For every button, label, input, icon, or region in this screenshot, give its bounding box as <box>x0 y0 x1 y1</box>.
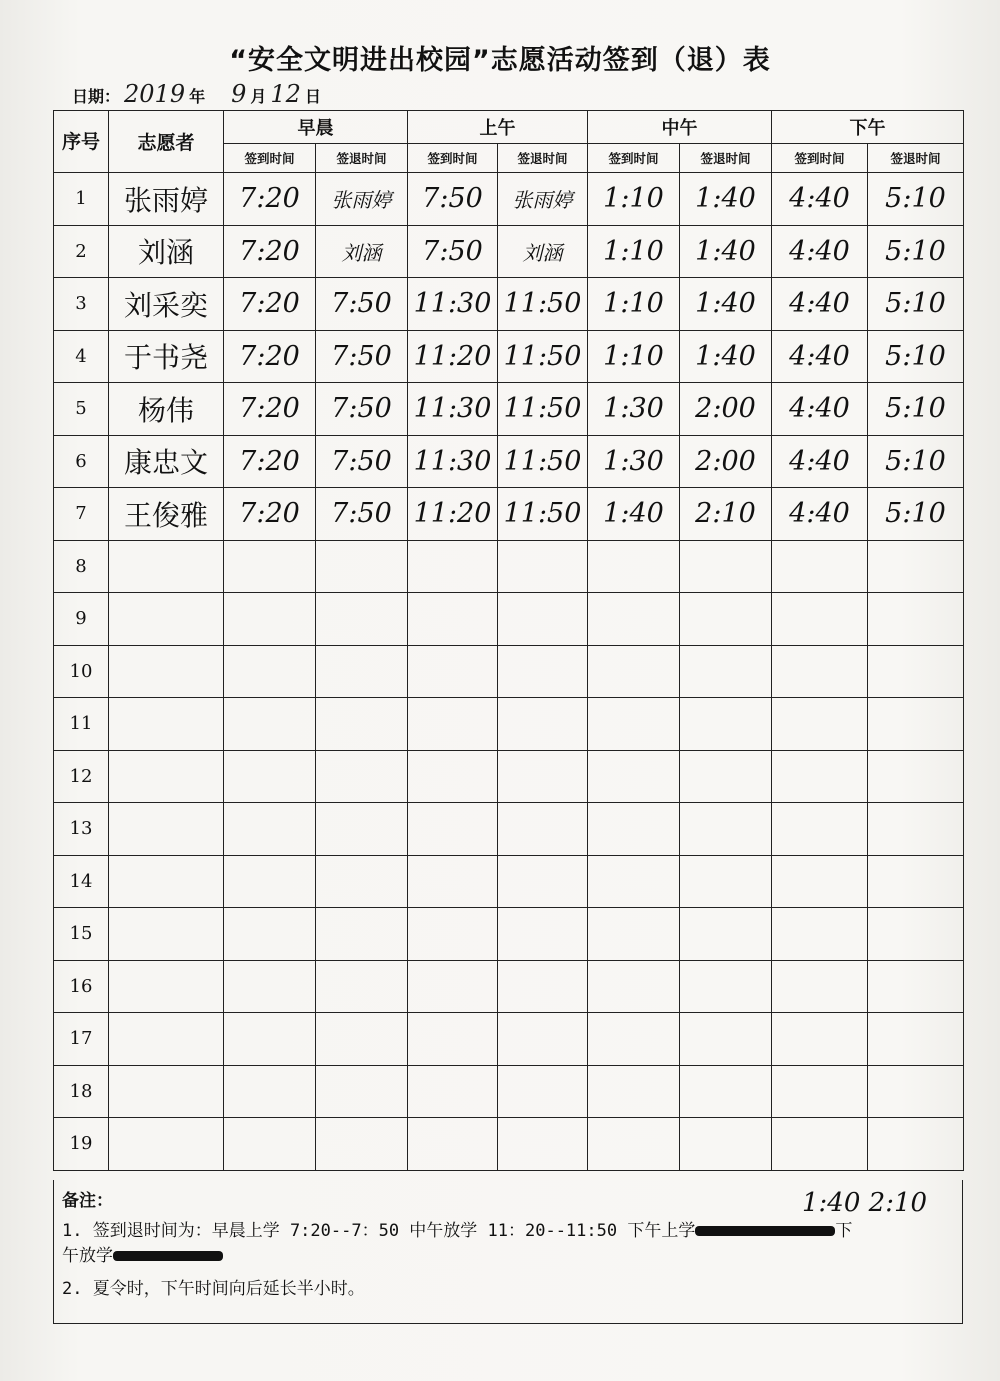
volunteer-name: 刘采奕 <box>109 278 224 331</box>
sign-out-cell <box>868 855 964 908</box>
sign-out-cell <box>316 1013 408 1066</box>
sign-in-cell: 4:40 <box>772 225 868 278</box>
sign-out-cell: 11:50 <box>498 488 588 541</box>
sign-out-cell: 5:10 <box>868 173 964 226</box>
sign-out-cell: 2:10 <box>680 488 772 541</box>
volunteer-name <box>109 540 224 593</box>
sign-out-cell: 7:50 <box>316 435 408 488</box>
sign-out-cell: 7:50 <box>316 278 408 331</box>
sign-in-cell <box>772 750 868 803</box>
sign-out-cell: 5:10 <box>868 435 964 488</box>
sign-in-cell <box>588 593 680 646</box>
sign-in-cell <box>772 1118 868 1171</box>
date-day-unit: 日 <box>304 87 321 106</box>
row-index: 2 <box>54 225 109 278</box>
date-year-unit: 年 <box>189 87 206 106</box>
sign-in-cell <box>224 1065 316 1118</box>
volunteer-name <box>109 855 224 908</box>
table-row <box>54 1118 964 1171</box>
sign-out-cell: 1:40 <box>680 225 772 278</box>
sign-in-cell <box>588 908 680 961</box>
sign-out-cell <box>868 803 964 856</box>
sign-out-cell: 5:10 <box>868 330 964 383</box>
sign-in-cell: 11:30 <box>408 383 498 436</box>
header-sign-in: 签到时间 <box>408 144 498 173</box>
sign-out-cell <box>316 1065 408 1118</box>
table-row <box>54 383 964 436</box>
date-day: 12 <box>270 80 301 108</box>
sign-in-cell <box>408 855 498 908</box>
sign-out-cell <box>498 1118 588 1171</box>
sign-in-cell <box>588 750 680 803</box>
sign-in-cell <box>588 645 680 698</box>
sign-in-cell <box>588 960 680 1013</box>
sign-out-cell: 1:40 <box>680 330 772 383</box>
sign-in-cell <box>408 1065 498 1118</box>
sign-out-cell <box>868 750 964 803</box>
sign-out-cell <box>498 698 588 751</box>
page-title: “安全文明进出校园”志愿活动签到（退）表 <box>229 45 771 76</box>
table-row <box>54 173 964 226</box>
sign-out-cell <box>868 593 964 646</box>
date-line <box>72 80 321 108</box>
sign-in-cell: 4:40 <box>772 173 868 226</box>
row-index: 4 <box>54 330 109 383</box>
notes-line-2: 2. 夏令时，下午时间向后延长半小时。 <box>62 1279 365 1299</box>
sign-in-cell <box>408 645 498 698</box>
sign-out-cell <box>868 1065 964 1118</box>
table-row <box>54 593 964 646</box>
row-index: 15 <box>54 908 109 961</box>
sign-out-cell: 7:50 <box>316 488 408 541</box>
sign-in-cell: 1:30 <box>588 435 680 488</box>
volunteer-name <box>109 803 224 856</box>
volunteer-name: 杨伟 <box>109 383 224 436</box>
sign-out-cell <box>316 855 408 908</box>
sign-in-cell <box>224 645 316 698</box>
sign-in-cell <box>772 593 868 646</box>
sign-in-cell <box>224 1013 316 1066</box>
sign-in-cell: 11:20 <box>408 488 498 541</box>
table-row <box>54 645 964 698</box>
sign-in-cell: 4:40 <box>772 435 868 488</box>
sign-out-cell <box>498 540 588 593</box>
sign-out-cell: 5:10 <box>868 488 964 541</box>
sign-out-cell: 张雨婷 <box>316 173 408 226</box>
sign-out-cell <box>680 593 772 646</box>
row-index: 17 <box>54 1013 109 1066</box>
sign-out-cell <box>316 698 408 751</box>
volunteer-name <box>109 593 224 646</box>
row-index: 16 <box>54 960 109 1013</box>
sign-in-cell <box>224 698 316 751</box>
sign-in-cell <box>772 908 868 961</box>
table-body <box>54 173 964 1171</box>
sign-out-cell <box>316 540 408 593</box>
sign-in-cell <box>224 750 316 803</box>
sign-in-cell: 4:40 <box>772 488 868 541</box>
sign-out-cell: 1:40 <box>680 278 772 331</box>
sign-out-cell <box>498 645 588 698</box>
header-sign-in: 签到时间 <box>224 144 316 173</box>
row-index: 13 <box>54 803 109 856</box>
header-sign-out: 签退时间 <box>498 144 588 173</box>
sign-out-cell <box>316 750 408 803</box>
sign-in-cell <box>588 698 680 751</box>
table-row <box>54 435 964 488</box>
sign-in-cell: 7:20 <box>224 225 316 278</box>
sign-in-cell <box>224 803 316 856</box>
table-row <box>54 488 964 541</box>
sign-in-cell: 4:40 <box>772 278 868 331</box>
sign-out-cell <box>868 1013 964 1066</box>
sign-in-cell: 1:30 <box>588 383 680 436</box>
sign-in-cell: 1:10 <box>588 173 680 226</box>
sign-out-cell <box>498 855 588 908</box>
row-index: 5 <box>54 383 109 436</box>
volunteer-name <box>109 960 224 1013</box>
sign-in-cell <box>772 960 868 1013</box>
sign-in-cell <box>772 645 868 698</box>
date-year: 2019 <box>124 80 186 108</box>
row-index: 11 <box>54 698 109 751</box>
sign-in-cell: 11:20 <box>408 330 498 383</box>
sign-in-cell <box>224 855 316 908</box>
sign-in-cell <box>408 750 498 803</box>
volunteer-name: 康忠文 <box>109 435 224 488</box>
sign-out-cell: 刘涵 <box>498 225 588 278</box>
sign-in-cell: 11:30 <box>408 278 498 331</box>
sign-in-cell <box>408 908 498 961</box>
date-label: 日期： <box>72 87 121 106</box>
sign-out-cell <box>680 1013 772 1066</box>
sign-out-cell <box>868 698 964 751</box>
notes-line-1-text: 1. 签到退时间为：早晨上学 7:20--7：50 中午放学 11：20--11:50 下午上学 <box>62 1221 696 1241</box>
sign-out-cell <box>680 908 772 961</box>
sign-out-cell <box>498 1013 588 1066</box>
date-month: 9 <box>231 80 247 108</box>
table-row <box>54 855 964 908</box>
sign-out-cell: 5:10 <box>868 225 964 278</box>
sign-in-cell: 7:20 <box>224 173 316 226</box>
sign-out-cell <box>680 645 772 698</box>
sign-in-cell: 4:40 <box>772 330 868 383</box>
crossed-out-scribble <box>695 1226 835 1236</box>
sign-out-cell <box>868 960 964 1013</box>
sign-in-cell <box>772 698 868 751</box>
sign-out-cell: 2:00 <box>680 435 772 488</box>
sign-out-cell <box>316 593 408 646</box>
table-row <box>54 1013 964 1066</box>
sign-out-cell <box>680 540 772 593</box>
sign-in-cell <box>588 1013 680 1066</box>
sign-out-cell <box>498 593 588 646</box>
sign-out-cell: 11:50 <box>498 383 588 436</box>
table-row <box>54 698 964 751</box>
sign-out-cell <box>868 908 964 961</box>
sign-in-cell: 1:40 <box>588 488 680 541</box>
sign-in-cell: 7:20 <box>224 435 316 488</box>
sign-out-cell <box>498 960 588 1013</box>
handwritten-correction: 1:40 2:10 <box>802 1188 928 1218</box>
sign-in-cell <box>408 960 498 1013</box>
table-row <box>54 908 964 961</box>
sign-in-cell <box>588 540 680 593</box>
crossed-out-scribble <box>113 1251 223 1261</box>
sign-in-cell: 7:20 <box>224 330 316 383</box>
sign-out-cell: 11:50 <box>498 330 588 383</box>
sign-out-cell <box>316 645 408 698</box>
volunteer-name <box>109 908 224 961</box>
sign-out-cell: 7:50 <box>316 330 408 383</box>
table-row <box>54 960 964 1013</box>
sign-out-cell <box>680 750 772 803</box>
header-period-noon: 中午 <box>588 111 772 144</box>
sign-out-cell <box>316 1118 408 1171</box>
notes-line-1-cont: 午放学 <box>62 1246 113 1266</box>
row-index: 1 <box>54 173 109 226</box>
volunteer-name <box>109 698 224 751</box>
signin-table <box>53 110 964 1171</box>
sign-out-cell <box>498 908 588 961</box>
volunteer-name: 王俊雅 <box>109 488 224 541</box>
sign-out-cell <box>680 803 772 856</box>
notes-line-1-tail: 下 <box>835 1221 853 1241</box>
sign-out-cell: 刘涵 <box>316 225 408 278</box>
sign-out-cell <box>498 1065 588 1118</box>
sign-out-cell: 7:50 <box>316 383 408 436</box>
header-sign-out: 签退时间 <box>316 144 408 173</box>
volunteer-name <box>109 645 224 698</box>
sign-in-cell <box>224 540 316 593</box>
notes-label: 备注： <box>62 1191 113 1211</box>
sign-in-cell <box>408 1118 498 1171</box>
volunteer-name: 于书尧 <box>109 330 224 383</box>
sign-in-cell: 11:30 <box>408 435 498 488</box>
sign-in-cell <box>224 960 316 1013</box>
header-sign-out: 签退时间 <box>868 144 964 173</box>
sign-in-cell <box>772 855 868 908</box>
sign-out-cell <box>316 960 408 1013</box>
sign-out-cell: 5:10 <box>868 278 964 331</box>
header-period-afternoon: 下午 <box>772 111 964 144</box>
header-volunteer: 志愿者 <box>109 111 224 173</box>
sign-in-cell <box>408 698 498 751</box>
sign-in-cell <box>588 1065 680 1118</box>
table-row <box>54 278 964 331</box>
sign-out-cell <box>316 908 408 961</box>
sign-in-cell <box>772 1013 868 1066</box>
sign-in-cell <box>588 803 680 856</box>
header-sign-out: 签退时间 <box>680 144 772 173</box>
sign-out-cell <box>316 803 408 856</box>
sign-in-cell: 7:20 <box>224 278 316 331</box>
sign-out-cell <box>498 803 588 856</box>
table-row <box>54 330 964 383</box>
row-index: 3 <box>54 278 109 331</box>
sign-in-cell <box>408 540 498 593</box>
table-row <box>54 225 964 278</box>
header-period-forenoon: 上午 <box>408 111 588 144</box>
sign-in-cell <box>408 593 498 646</box>
sign-out-cell: 11:50 <box>498 435 588 488</box>
sign-in-cell <box>408 1013 498 1066</box>
sign-out-cell <box>680 960 772 1013</box>
row-index: 14 <box>54 855 109 908</box>
table-row <box>54 803 964 856</box>
row-index: 8 <box>54 540 109 593</box>
header-sign-in: 签到时间 <box>588 144 680 173</box>
sign-out-cell <box>680 1118 772 1171</box>
volunteer-name <box>109 750 224 803</box>
sign-out-cell <box>680 698 772 751</box>
header-index: 序号 <box>54 111 109 173</box>
row-index: 10 <box>54 645 109 698</box>
sign-out-cell <box>868 540 964 593</box>
table-row <box>54 1065 964 1118</box>
sign-out-cell: 张雨婷 <box>498 173 588 226</box>
sign-in-cell <box>772 1065 868 1118</box>
sign-in-cell: 1:10 <box>588 330 680 383</box>
sign-in-cell <box>588 855 680 908</box>
sign-out-cell: 1:40 <box>680 173 772 226</box>
sign-in-cell <box>408 803 498 856</box>
sign-out-cell <box>498 750 588 803</box>
sign-out-cell <box>868 645 964 698</box>
sign-in-cell: 1:10 <box>588 225 680 278</box>
notes-line-1 <box>62 1219 956 1269</box>
sign-in-cell <box>772 540 868 593</box>
sign-in-cell: 7:20 <box>224 488 316 541</box>
sign-in-cell <box>224 593 316 646</box>
sign-in-cell: 4:40 <box>772 383 868 436</box>
sign-out-cell: 11:50 <box>498 278 588 331</box>
row-index: 19 <box>54 1118 109 1171</box>
sign-out-cell: 5:10 <box>868 383 964 436</box>
row-index: 6 <box>54 435 109 488</box>
date-month-unit: 月 <box>250 87 267 106</box>
row-index: 7 <box>54 488 109 541</box>
sign-out-cell: 2:00 <box>680 383 772 436</box>
sign-in-cell: 7:50 <box>408 173 498 226</box>
row-index: 9 <box>54 593 109 646</box>
table-row <box>54 750 964 803</box>
sign-in-cell: 7:20 <box>224 383 316 436</box>
sign-out-cell <box>680 1065 772 1118</box>
sign-in-cell: 7:50 <box>408 225 498 278</box>
sign-in-cell <box>588 1118 680 1171</box>
sign-in-cell <box>224 1118 316 1171</box>
row-index: 18 <box>54 1065 109 1118</box>
volunteer-name <box>109 1065 224 1118</box>
row-index: 12 <box>54 750 109 803</box>
sign-in-cell: 1:10 <box>588 278 680 331</box>
volunteer-name <box>109 1118 224 1171</box>
volunteer-name <box>109 1013 224 1066</box>
sign-in-cell <box>772 803 868 856</box>
volunteer-name: 刘涵 <box>109 225 224 278</box>
volunteer-name: 张雨婷 <box>109 173 224 226</box>
sign-out-cell <box>680 855 772 908</box>
header-period-morning: 早晨 <box>224 111 408 144</box>
table-row <box>54 540 964 593</box>
sign-out-cell <box>868 1118 964 1171</box>
sign-in-cell <box>224 908 316 961</box>
header-sign-in: 签到时间 <box>772 144 868 173</box>
